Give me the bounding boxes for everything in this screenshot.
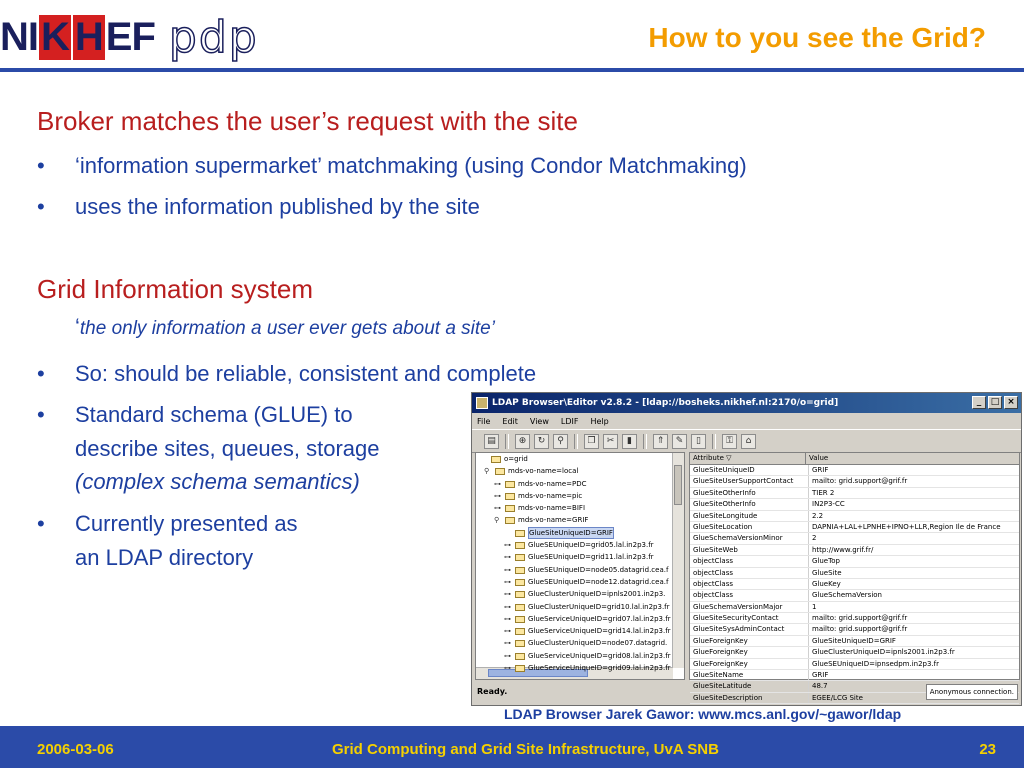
minimize-button[interactable]: _ <box>972 396 986 409</box>
menu-edit[interactable]: Edit <box>502 416 518 426</box>
table-header <box>690 453 1019 465</box>
attribute-value: GlueClusterUniqueID=ipnls2001.in2p3.fr <box>812 648 955 657</box>
tree-node-label: mds-vo-name=GRIF <box>518 516 589 525</box>
attribute-name: GlueSiteLatitude <box>690 681 809 691</box>
tree-node[interactable] <box>476 637 684 649</box>
tree-node-label: GlueServiceUniqueID=grid14.lal.in2p3.fr <box>528 627 671 636</box>
folder-icon <box>505 505 515 512</box>
tree-node[interactable] <box>476 490 684 502</box>
attribute-value: GlueSEUniqueID=ipnsedpm.in2p3.fr <box>812 659 939 668</box>
toolbar <box>472 429 1021 453</box>
expand-toggle-icon[interactable]: ⊶ <box>504 565 511 574</box>
expand-toggle-icon[interactable]: ⊶ <box>494 479 501 488</box>
tree-node[interactable] <box>476 465 684 477</box>
attribute-name: objectClass <box>690 556 809 566</box>
menu-help[interactable]: Help <box>590 416 609 426</box>
table-row[interactable] <box>690 602 1019 613</box>
expand-toggle-icon[interactable]: ⊶ <box>504 639 511 648</box>
tree-node[interactable] <box>476 662 684 674</box>
table-row[interactable] <box>690 556 1019 567</box>
attribute-value: GlueKey <box>812 579 841 588</box>
tree-node-label: GlueSEUniqueID=node12.datagrid.cea.f <box>528 577 669 586</box>
heading-broker: Broker matches the user’s request with the site <box>37 106 578 136</box>
table-row[interactable] <box>690 624 1019 635</box>
expand-toggle-icon[interactable]: ⊶ <box>504 651 511 660</box>
attribute-name: objectClass <box>690 590 809 600</box>
folder-icon <box>515 542 525 549</box>
folder-icon <box>515 640 525 647</box>
attribute-name: GlueSchemaVersionMajor <box>690 602 809 612</box>
table-row[interactable] <box>690 579 1019 590</box>
ldap-browser-window <box>471 392 1022 706</box>
expand-toggle-icon[interactable]: ⊶ <box>494 504 501 513</box>
expand-toggle-icon[interactable]: ⚲ <box>494 516 500 525</box>
expand-toggle-icon[interactable]: ⊶ <box>504 627 511 636</box>
tree-node-label: mds-vo-name=PDC <box>518 479 587 488</box>
tree-node-label: GlueServiceUniqueID=grid07.lal.in2p3.fr <box>528 614 671 623</box>
slide-header <box>0 0 1024 70</box>
attribute-name: GlueSiteSecurityContact <box>690 613 809 623</box>
screenshot-caption: LDAP Browser Jarek Gawor: www.mcs.anl.gov/~gawor/ldap <box>504 706 902 722</box>
folder-icon <box>515 653 525 660</box>
close-button[interactable]: × <box>1004 396 1018 409</box>
tree-node[interactable] <box>476 453 684 465</box>
attribute-name: GlueForeignKey <box>690 659 809 669</box>
attribute-value: GlueSiteUniqueID=GRIF <box>812 636 896 645</box>
attribute-value: GlueSite <box>812 568 842 577</box>
attribute-value: GRIF <box>812 671 829 680</box>
tree-node[interactable] <box>476 613 684 625</box>
cut-icon[interactable]: ✂ <box>603 434 618 449</box>
table-row[interactable] <box>690 511 1019 522</box>
table-row[interactable] <box>690 659 1019 670</box>
attribute-value: mailto: grid.support@grif.fr <box>812 614 908 623</box>
attribute-value: 2.2 <box>812 511 824 520</box>
table-row[interactable] <box>690 568 1019 579</box>
attribute-value: TIER 2 <box>812 488 835 497</box>
attribute-value: mailto: grid.support@grif.fr <box>812 477 908 486</box>
save-icon[interactable]: ▤ <box>484 434 499 449</box>
table-row[interactable] <box>690 613 1019 624</box>
attribute-value: IN2P3-CC <box>812 500 845 509</box>
table-row[interactable] <box>690 522 1019 533</box>
attribute-value: 48.7 <box>812 682 828 691</box>
building-icon[interactable]: ⌂ <box>741 434 756 449</box>
copy-icon[interactable]: ❐ <box>584 434 599 449</box>
tree-node-label: o=grid <box>504 455 528 463</box>
column-header-value[interactable]: Value <box>809 454 829 462</box>
expand-toggle-icon[interactable]: ⊶ <box>504 602 511 611</box>
lock-icon[interactable]: ⚿ <box>722 434 737 449</box>
attribute-value: 1 <box>812 602 817 611</box>
toolbar-separator <box>712 434 716 449</box>
expand-toggle-icon[interactable]: ⊶ <box>504 577 511 586</box>
tree-node-label: GlueSEUniqueID=node05.datagrid.cea.f <box>528 565 669 574</box>
attribute-name: GlueForeignKey <box>690 636 809 646</box>
tree-node-label: GlueServiceUniqueID=grid08.lal.in2p3.fr <box>528 651 671 660</box>
table-row[interactable] <box>690 647 1019 658</box>
app-icon <box>476 397 488 409</box>
page-number: 23 <box>979 741 996 758</box>
folder-icon <box>515 591 525 598</box>
table-row[interactable] <box>690 590 1019 601</box>
table-row[interactable] <box>690 670 1019 681</box>
folder-icon <box>515 530 525 537</box>
table-row[interactable] <box>690 636 1019 647</box>
header-rule <box>0 68 1024 72</box>
folder-icon <box>515 665 525 672</box>
tree-node[interactable] <box>476 551 684 563</box>
tree-node-label: GlueSEUniqueID=grid11.lal.in2p3.fr <box>528 553 654 562</box>
heading-gis: Grid Information system <box>37 274 313 304</box>
search-icon[interactable]: ⚲ <box>553 434 568 449</box>
trash-icon[interactable]: ▯ <box>691 434 706 449</box>
attribute-value: http://www.grif.fr/ <box>812 545 874 554</box>
tree-node-label: mds-vo-name=pic <box>518 491 583 500</box>
attribute-name: GlueSiteSysAdminContact <box>690 624 809 634</box>
menu-view[interactable]: View <box>529 416 549 426</box>
statusbar <box>475 683 1020 701</box>
attribute-name: GlueSiteUserSupportContact <box>690 476 809 486</box>
table-row[interactable] <box>690 488 1019 499</box>
tree-node[interactable] <box>476 539 684 551</box>
folder-icon <box>515 579 525 586</box>
expand-toggle-icon[interactable]: ⚲ <box>484 467 490 476</box>
tree-node[interactable] <box>476 650 684 662</box>
attribute-name: GlueSiteDescription <box>690 693 809 703</box>
table-row[interactable] <box>690 545 1019 556</box>
folder-icon <box>515 567 525 574</box>
expand-toggle-icon[interactable]: ⊶ <box>504 590 511 599</box>
attribute-name: GlueSiteLocation <box>690 522 809 532</box>
slide-footer <box>0 726 1024 768</box>
tree-node[interactable] <box>476 502 684 514</box>
connect-icon[interactable]: ⊕ <box>515 434 530 449</box>
attribute-value: GlueTop <box>812 557 840 566</box>
tree-node[interactable] <box>476 601 684 613</box>
tree-node-label: GlueServiceUniqueID=grid09.lal.in2p3.fr <box>528 664 671 673</box>
tree-node-label: GlueSEUniqueID=grid05.lal.in2p3.fr <box>528 541 654 550</box>
attribute-value: EGEE/LCG Site <box>812 693 863 702</box>
folder-icon <box>505 481 515 488</box>
tree-node-label: GlueSiteUniqueID=GRIF <box>529 528 613 537</box>
folder-icon <box>515 604 525 611</box>
toolbar-separator <box>505 434 509 449</box>
attribute-value: DAPNIA+LAL+LPNHE+IPNO+LLR,Region Ile de France <box>812 522 1001 531</box>
attribute-name: GlueSiteLongitude <box>690 511 809 521</box>
attribute-name: objectClass <box>690 568 809 578</box>
tree-node[interactable] <box>476 564 684 576</box>
table-row[interactable] <box>690 533 1019 544</box>
nikhef-pdp-logo: NI K H EF pdp <box>0 11 259 63</box>
folder-icon <box>515 628 525 635</box>
tree-node-label: GlueClusterUniqueID=grid10.lal.in2p3.fr <box>528 602 670 611</box>
window-title: LDAP Browser\Editor v2.8.2 - [ldap://bosheks.nikhef.nl:2170/o=grid] <box>492 398 839 408</box>
folder-icon <box>491 456 501 463</box>
expand-toggle-icon[interactable]: ⊶ <box>504 541 511 550</box>
status-text: Ready. <box>477 687 508 696</box>
attribute-name: GlueSiteName <box>690 670 809 680</box>
quote-line: ‘the only information a user ever gets about a site’ <box>75 314 495 339</box>
attribute-value: GlueSchemaVersion <box>812 591 882 600</box>
attribute-value: 2 <box>812 534 817 543</box>
folder-icon <box>495 468 505 475</box>
folder-icon <box>515 554 525 561</box>
maximize-button[interactable]: □ <box>988 396 1002 409</box>
refresh-icon[interactable]: ↻ <box>534 434 549 449</box>
folder-icon <box>505 493 515 500</box>
expand-toggle-icon[interactable]: ⊶ <box>494 491 501 500</box>
tree-node[interactable] <box>476 588 684 600</box>
tree-node[interactable] <box>476 527 684 539</box>
expand-toggle-icon[interactable]: ⊶ <box>504 553 511 562</box>
menu-file[interactable]: File <box>477 416 491 426</box>
tree-node-label: GlueClusterUniqueID=node07.datagrid. <box>528 639 668 648</box>
expand-toggle-icon[interactable]: ⊶ <box>504 664 511 673</box>
window-titlebar[interactable] <box>472 393 1021 413</box>
attribute-name: GlueForeignKey <box>690 647 809 657</box>
expand-toggle-icon[interactable]: ⊶ <box>504 614 511 623</box>
table-row[interactable] <box>690 499 1019 510</box>
slide-title: How to you see the Grid? <box>648 22 986 53</box>
table-row[interactable] <box>690 465 1019 476</box>
tree-node[interactable] <box>476 478 684 490</box>
attribute-name: GlueSchemaVersionMinor <box>690 533 809 543</box>
connection-status: Anonymous connection. <box>926 684 1018 700</box>
tree-node-label: mds-vo-name=BIFI <box>518 504 586 513</box>
tree-node[interactable] <box>476 514 684 526</box>
toolbar-separator <box>574 434 578 449</box>
new-icon[interactable]: ✎ <box>672 434 687 449</box>
toolbar-separator <box>643 434 647 449</box>
tree-node[interactable] <box>476 576 684 588</box>
table-row[interactable] <box>690 476 1019 487</box>
attribute-name: GlueSiteOtherInfo <box>690 488 809 498</box>
column-header-attribute[interactable]: Attribute ▽ <box>690 453 806 464</box>
tree-node-label: mds-vo-name=local <box>508 467 579 476</box>
attribute-name: objectClass <box>690 579 809 589</box>
folder-icon <box>515 616 525 623</box>
menubar <box>472 413 1021 429</box>
up-icon[interactable]: ⇑ <box>653 434 668 449</box>
tree-node-label: GlueClusterUniqueID=ipnls2001.in2p3. <box>528 590 666 599</box>
attribute-name: GlueSiteUniqueID <box>690 465 809 475</box>
menu-ldif[interactable]: LDIF <box>560 416 579 426</box>
tree-node[interactable] <box>476 625 684 637</box>
footer-date: 2006-03-06 <box>37 741 114 758</box>
directory-tree <box>475 452 685 680</box>
attribute-value: GRIF <box>812 466 829 474</box>
footer-title: Grid Computing and Grid Site Infrastructure, UvA SNB <box>332 741 719 758</box>
delete-icon[interactable]: ▮ <box>622 434 637 449</box>
folder-icon <box>505 517 515 524</box>
attribute-name: GlueSiteWeb <box>690 545 809 555</box>
attribute-value: mailto: grid.support@grif.fr <box>812 625 908 634</box>
attribute-name: GlueSiteOtherInfo <box>690 499 809 509</box>
